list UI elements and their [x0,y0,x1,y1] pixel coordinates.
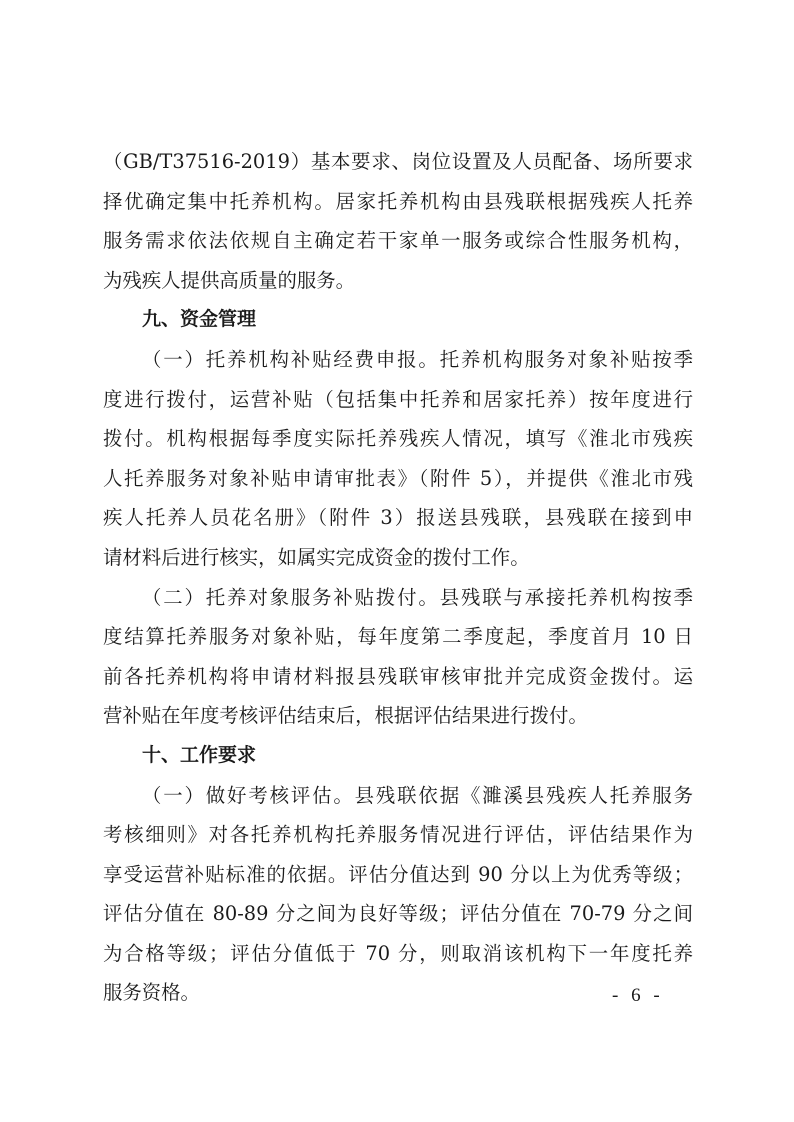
text-line: （GB/T37516-2019）基本要求、岗位设置及人员配备、场所要求 [103,150,693,173]
text-line: 度进行拨付，运营补贴（包括集中托养和居家托养）按年度进行 [103,387,693,411]
paragraph [103,340,693,578]
text-line: （一）做好考核评估。县残联依据《濉溪县残疾人托养服务 [142,783,693,807]
text-line: （二）托养对象服务补贴拨付。县残联与承接托养机构按季 [142,585,693,609]
heading-text: 九、资金管理 [142,308,257,331]
document-body [103,142,693,1013]
heading-text: 十、工作要求 [142,743,257,766]
text-line: 服务需求依法依规自主确定若干家单一服务或综合性服务机构， [103,229,693,253]
page-number: - 6 - [612,985,664,1006]
text-line: 考核细则》对各托养机构托养服务情况进行评估，评估结果作为 [103,823,693,847]
section-heading [103,736,693,776]
text-line: 人托养服务对象补贴申请审批表》（附件 5），并提供《淮北市残 [103,466,693,490]
paragraph [103,776,693,1014]
text-line: 度结算托养服务对象补贴，每年度第二季度起，季度首月 10 日 [103,625,693,649]
text-line: 评估分值在 80-89 分之间为良好等级；评估分值在 70-79 分之间 [103,902,693,926]
text-line: 择优确定集中托养机构。居家托养机构由县残联根据残疾人托养 [103,189,693,213]
text-line: 享受运营补贴标准的依据。评估分值达到 90 分以上为优秀等级； [103,862,693,886]
text-line: 前各托养机构将申请材料报县残联审核审批并完成资金拨付。运 [103,664,693,688]
section-heading [103,300,693,340]
text-line: （一）托养机构补贴经费申报。托养机构服务对象补贴按季 [142,347,693,371]
text-line: 为合格等级；评估分值低于 70 分，则取消该机构下一年度托养 [103,941,693,965]
text-line: 营补贴在年度考核评估结束后，根据评估结果进行拨付。 [103,704,588,728]
text-line: 服务资格。 [103,981,200,1005]
text-line: 拨付。机构根据每季度实际托养残疾人情况，填写《淮北市残疾 [103,427,693,451]
text-line: 请材料后进行核实，如属实完成资金的拨付工作。 [103,545,530,569]
paragraph [103,142,693,300]
text-line: 为残疾人提供高质量的服务。 [103,268,356,292]
paragraph [103,578,693,736]
text-line: 疾人托养人员花名册》（附件 3）报送县残联，县残联在接到申 [103,506,693,530]
